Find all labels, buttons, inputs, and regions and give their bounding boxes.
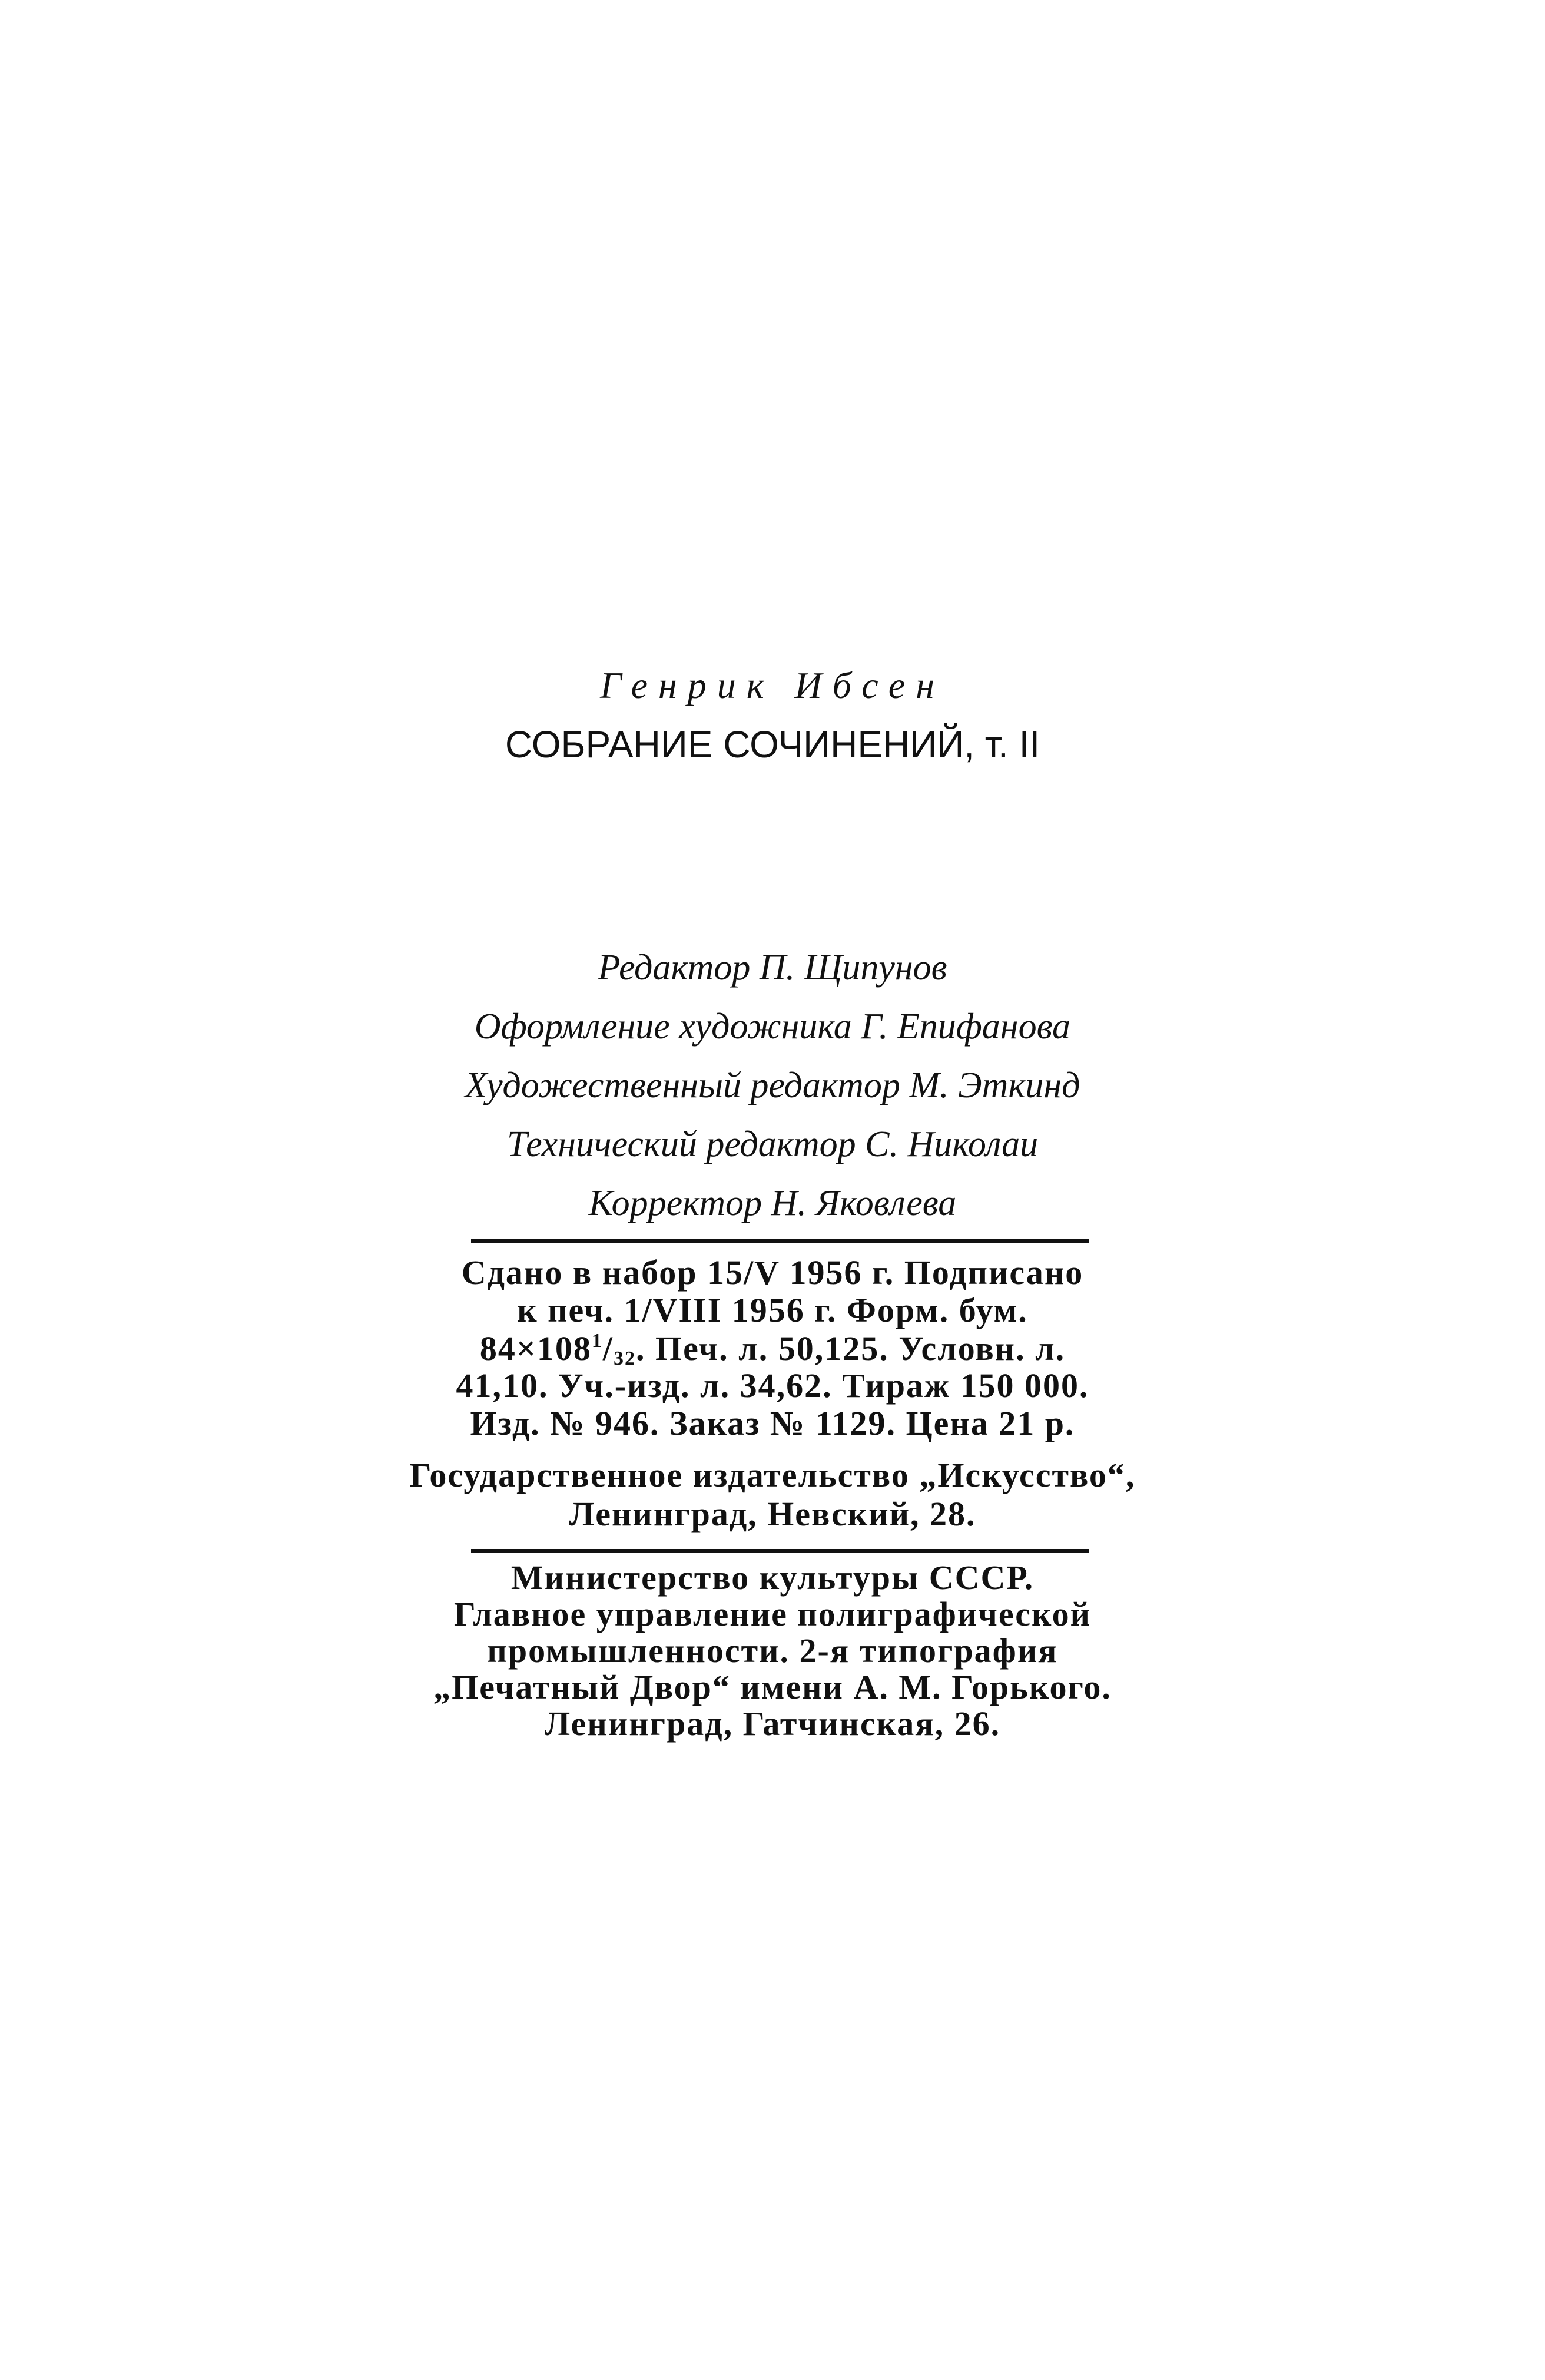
print-info-line-5: Изд. № 946. Заказ № 1129. Цена 21 р. xyxy=(470,1404,1075,1442)
printer-line-1: Министерство культуры СССР. xyxy=(510,1558,1035,1597)
print-info-line-2: к печ. 1/VIII 1956 г. Форм. бум. xyxy=(517,1291,1028,1329)
printer-line-2: Главное управление полиграфической xyxy=(453,1595,1092,1633)
publisher-line-1: Государственное издательство „Искусство“, xyxy=(409,1456,1136,1494)
credit-proofreader: Корректор Н. Яковлева xyxy=(588,1183,957,1223)
print-info-line-1: Сдано в набор 15/V 1956 г. Подписано xyxy=(461,1253,1084,1292)
author-name: Генрик Ибсен xyxy=(600,664,945,706)
format-size: 84×108 xyxy=(479,1329,592,1368)
credit-design: Оформление художника Г. Епифанова xyxy=(474,1007,1071,1047)
printer-line-5: Ленинград, Гатчинская, 26. xyxy=(544,1704,1001,1743)
format-fraction-slash: / xyxy=(602,1329,614,1368)
divider-top xyxy=(471,1239,1089,1243)
credit-editor: Редактор П. Щипунов xyxy=(598,948,947,988)
divider-bottom xyxy=(471,1549,1089,1553)
format-fraction-numerator: 1 xyxy=(591,1330,603,1352)
printer-line-4: „Печатный Двор“ имени А. М. Горького. xyxy=(433,1668,1112,1706)
print-info-line-4: 41,10. Уч.-изд. л. 34,62. Тираж 150 000. xyxy=(456,1366,1089,1405)
credit-art-editor: Художественный редактор М. Эткинд xyxy=(465,1065,1080,1105)
publisher-line-2: Ленинград, Невский, 28. xyxy=(569,1495,976,1533)
printer-line-3: промышленности. 2-я типография xyxy=(487,1631,1058,1670)
print-info-line-3 xyxy=(0,1331,1545,1369)
format-fraction-denominator: 32 xyxy=(614,1348,636,1369)
print-sheets: . Печ. л. 50,125. Условн. л. xyxy=(636,1329,1066,1368)
credit-tech-editor: Технический редактор С. Николаи xyxy=(506,1124,1039,1164)
book-title: СОБРАНИЕ СОЧИНЕНИЙ, т. II xyxy=(505,723,1040,766)
